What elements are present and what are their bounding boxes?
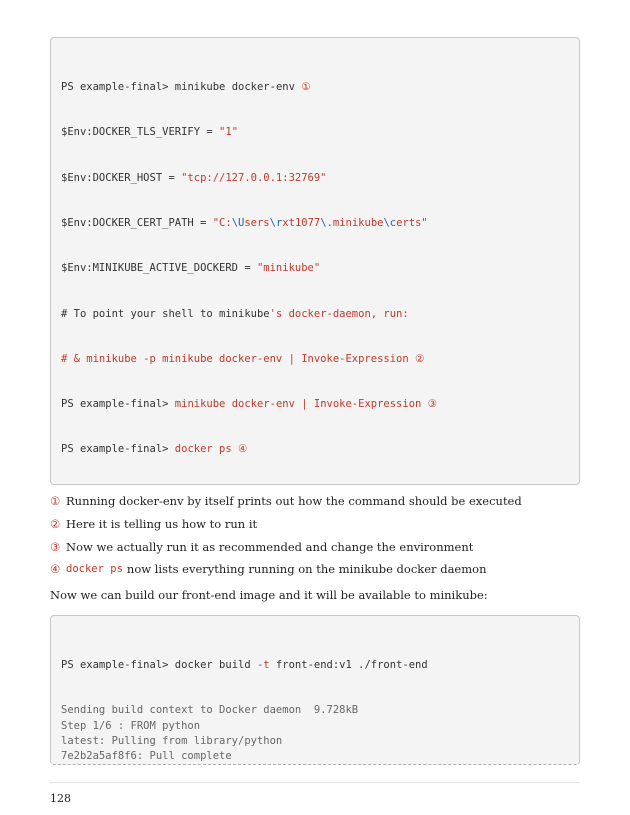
callout-item — [50, 490, 580, 513]
escape-seq: \r — [269, 217, 283, 230]
callout-item — [50, 535, 580, 558]
prompt: PS example-final> — [61, 659, 175, 672]
body-paragraph: Now we can build our front-end image and it will be available to minikube: — [50, 588, 488, 602]
callout-number: ④ — [50, 562, 61, 577]
env-value: "tcp://127.0.0.1:32769" — [181, 171, 327, 184]
docker-env-code-block — [50, 37, 580, 485]
callout-text: Here it is telling us how to run it — [66, 517, 258, 532]
command: minikube docker-env — [174, 81, 302, 94]
escape-seq: \c — [383, 217, 397, 230]
command: front-end:v1 ./front-end — [269, 659, 428, 672]
callout-text: now lists everything running on the minikube docker daemon — [126, 562, 487, 577]
code-line — [61, 80, 569, 95]
prompt: PS example-final> — [61, 443, 175, 456]
env-var: $Env:DOCKER_TLS_VERIFY = — [61, 126, 220, 139]
code-line — [61, 216, 569, 231]
code-line — [61, 442, 569, 457]
code-line — [61, 307, 569, 322]
code-line — [61, 397, 569, 412]
callout-item — [50, 513, 580, 536]
page-number: 128 — [50, 792, 71, 805]
env-value: "1" — [219, 126, 239, 139]
env-value-part: minikube — [332, 217, 384, 230]
command: docker build — [174, 659, 257, 672]
callout-text: Now we actually run it as recommended and change the environment — [66, 539, 474, 554]
command: docker ps ④ — [174, 443, 248, 456]
output-line: 7e2b2a5af8f6: Pull complete — [61, 749, 232, 762]
footer-divider — [50, 782, 580, 783]
code-line — [61, 125, 569, 140]
output-line — [61, 764, 569, 765]
code-line — [61, 171, 569, 186]
escape-seq: \. — [320, 217, 333, 230]
env-value-part: erts" — [396, 217, 428, 230]
env-value-part: sers — [244, 217, 270, 230]
inline-code: docker ps — [66, 563, 123, 576]
env-var: $Env:MINIKUBE_ACTIVE_DOCKERD = — [61, 262, 257, 275]
env-value: "minikube" — [256, 262, 321, 275]
escape-seq: \U — [231, 217, 245, 230]
callout-number: ① — [50, 494, 61, 509]
callout-number: ③ — [50, 539, 61, 554]
output-line: Sending build context to Docker daemon 9.728kB — [61, 704, 359, 717]
output-line: Step 1/6 : FROM python — [61, 719, 201, 732]
prompt: PS example-final> — [61, 81, 175, 94]
comment: # To point your shell to minikube — [61, 307, 270, 320]
callout-number: ② — [50, 517, 61, 532]
code-line — [61, 658, 569, 673]
comment-string: 's docker-daemon, run: — [269, 307, 409, 320]
code-line: # & minikube -p minikube docker-env | Invoke-Expression ② — [61, 352, 425, 365]
env-value-part: xt1077 — [282, 217, 321, 230]
callout-item — [50, 558, 580, 581]
callout-marker: ① — [301, 81, 311, 94]
callout-list — [50, 490, 580, 581]
env-var: $Env:DOCKER_CERT_PATH = — [61, 217, 213, 230]
build-output — [61, 703, 569, 765]
env-value-part: "C: — [212, 217, 232, 230]
prompt: PS example-final> — [61, 398, 175, 411]
command-flag: -t — [256, 659, 270, 672]
command: minikube docker-env | Invoke-Expression ③ — [174, 398, 438, 411]
env-var: $Env:DOCKER_HOST = — [61, 171, 182, 184]
output-line: latest: Pulling from library/python — [61, 734, 283, 747]
docker-build-code-block — [50, 615, 580, 765]
callout-text: Running docker-env by itself prints out how the command should be executed — [66, 494, 522, 509]
code-line — [61, 261, 569, 276]
